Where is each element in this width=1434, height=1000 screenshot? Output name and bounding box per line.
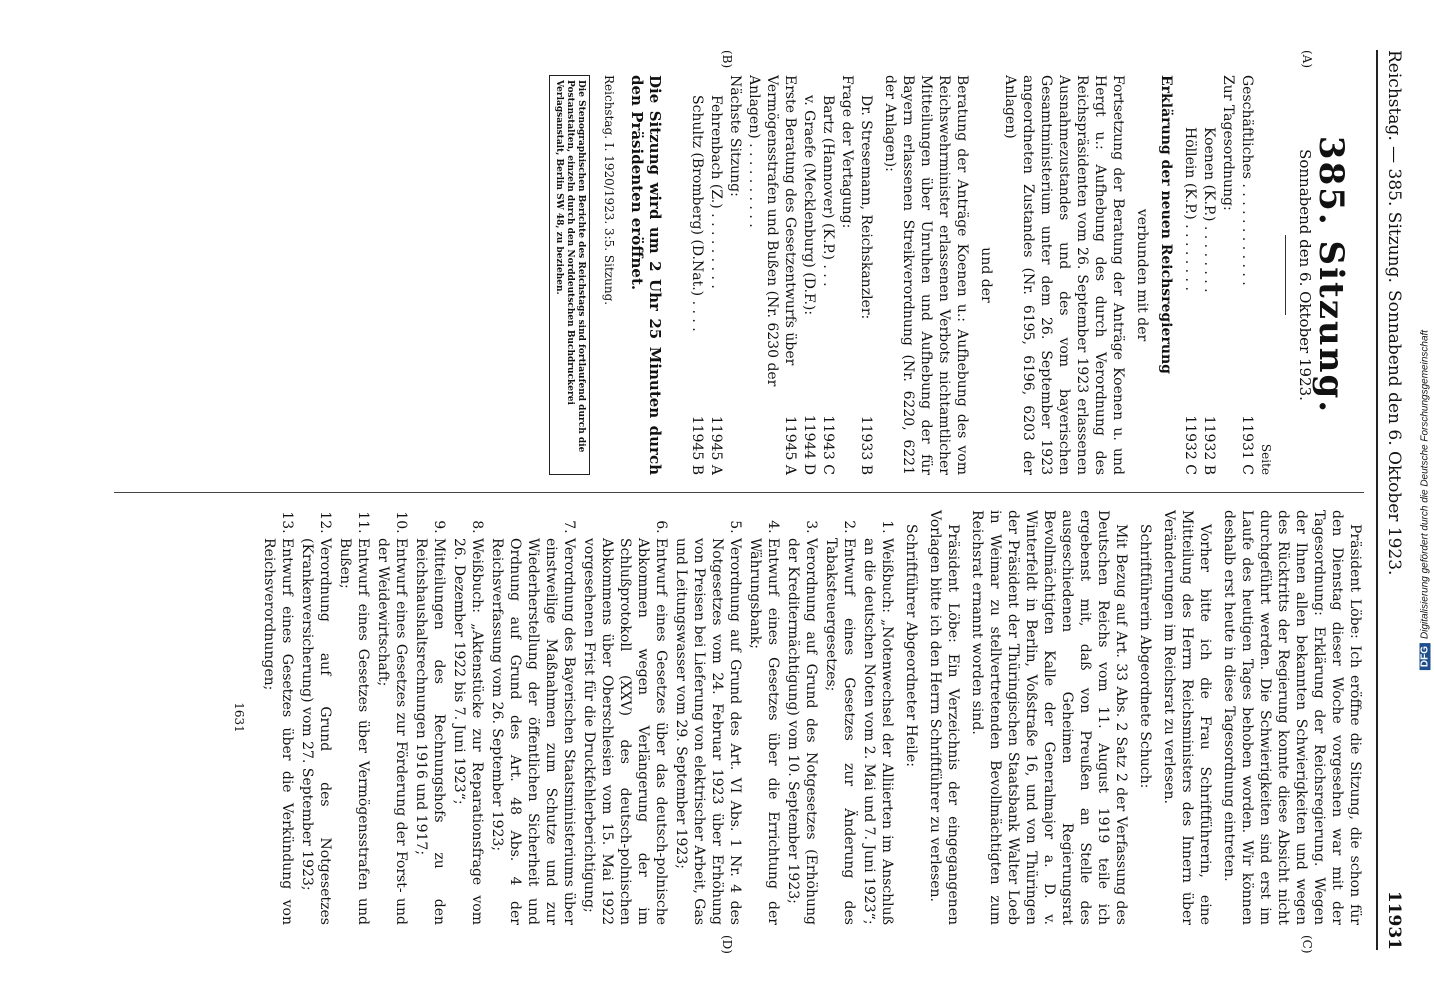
verbunden-text: verbunden mit der [1134, 208, 1150, 342]
toc-row: Nächste Sitzung: [727, 75, 743, 197]
header-date: Sonnabend den 6. Oktober 1923. [1384, 290, 1404, 576]
toc-row: Schultz (Bromberg) (D.Nat.) . . . . 11945 B [689, 95, 705, 475]
toc-row: Erste Beratung des Gesetzentwurfs über Vermögensstrafen und Bußen (Nr. 6230 der Anlagen) . . . . . . . . . . 11945 A [746, 75, 798, 475]
list-item: 11. Entwurf eines Gesetzes über Vermögensstrafen und Bußen; [336, 538, 372, 925]
speaker-line: Schriftführerin Abgeordnete Schuch: [1137, 524, 1153, 789]
title-rule [1285, 235, 1286, 315]
toc-row: Fehrenbach (Z.) . . . . . . . . . 11945 A [708, 95, 724, 475]
session-title: 385. Sitzung. [1311, 135, 1351, 415]
session-date: Sonnabend den 6. Oktober 1923. [1296, 149, 1314, 401]
beratung-text: Beratung der Anträge Koenen u.: Aufhebung des vom Reichswehrminister erlassenen Verbots nichtamtlicher Mitteilungen über Unruhen und Aufhebung der für Bayern erlassenen Streikverordnung (Nr. 6220, 6221 der Anlagen): [882, 75, 970, 475]
list-item: 6. Entwurf eines Gesetzes über das deutsch-polnische Abkommen wegen Verlängerung der im Schlußprotokoll (XXV) des deutsch-polnischen Abkommens über Oberschlesien vom 15. Mai 1922 vorgesehenen Frist für die Druckfehlerberichtigung; [580, 538, 670, 925]
erklaerung-heading: Erklärung der neuen Reichsregierung [1158, 75, 1174, 374]
toc-row: Zur Tagesordnung: [1220, 75, 1236, 211]
list-item: 9. Mitteilungen des Rechnungshofs zu den Reichshaushaltsrechnungen 1916 und 1917; [412, 538, 448, 925]
list-item: 2. Entwurf eines Gesetzes zur Änderung des Tabaksteuergesetzes; [822, 538, 858, 925]
dfg-logo: DFG [1420, 643, 1431, 670]
list-item: 10. Entwurf eines Gesetzes zur Förderung der Forst- und der Weidewirtschaft; [374, 538, 410, 925]
list-item: 3. Verordnung auf Grund des Notgesetzes (Erhöhung der Kreditermächtigung) vom 10. September 1923; [784, 538, 820, 925]
distribution-notice: Die Stenographischen Berichte des Reichstags sind fortlaufend durch die Postanstalten, einzeln durch den Norddeutschen Buchdruckerei Verlagsanstalt, Berlin SW 48, zu beziehen. [549, 75, 590, 475]
column-mark-a: (A) [1300, 50, 1314, 69]
toc-row: Frage der Vertagung: [839, 75, 855, 229]
toc-row: Dr. Stresemann, Reichskanzler: 11933 B [858, 95, 874, 475]
fortsetzung-text: Fortsetzung der Beratung der Anträge Koenen u. und Hergt u.: Aufhebung des durch Verordnung des Reichspräsidenten vom 26. September 1923 erlassenen Ausnahmezustandes und des vom bayerischen Gesamtministerium unter dem 26. September 1923 angeordneten Zustandes (Nr. 6195, 6196, 6203 der Anlagen) [1002, 75, 1126, 475]
right-column [230, 510, 1364, 925]
toc-row: Bartz (Hannover) (K.P.) . . . 11943 C [820, 95, 836, 475]
list-item: 12. Verordnung auf Grund des Notgesetzes (Krankenversicherung) vom 27. September 1923; [298, 538, 334, 925]
toc-row: v. Graefe (Mecklenburg) (D.F.): 11944 D [801, 95, 817, 475]
header-left: Reichstag. — 385. Sitzung. [1384, 50, 1404, 283]
column-mark-b: (B) [720, 50, 734, 69]
digitization-text: Digitalisierung gefördert durch die Deutsche Forschungsgemeinschaft [1419, 329, 1431, 639]
paragraph: Präsident Löbe: Ich eröffne die Sitzung, die schon für den Dienstag dieser Woche vorgesehen war mit der Tagesordnung: Erklärung der Reichsregierung. Wegen der Ihnen allen bekannten Schwierigkeiten und wegen des Rücktritts der Regierung konnte diese Absicht nicht durchgeführt werden. Die Schwierigkeiten sind erst im Laufe des heutigen Tages behoben worden. Wir können deshalb erst heute in diese Tagesordnung eintreten. [1221, 510, 1363, 925]
paragraph: Vorher bitte ich die Frau Schriftführerin, eine Mitteilung des Herrn Reichsministers des Innern über Veränderungen im Reichsrat zu verlesen. [1161, 510, 1213, 925]
page-bottom-number: 1631 [232, 702, 246, 733]
footer-line: Reichstag. I. 1920/1923. 3:5. Sitzung. [602, 75, 616, 306]
und-der-text: und der [978, 247, 994, 303]
opening-statement: Die Sitzung wird um 2 Uhr 25 Minuten durch den Präsidenten eröffnet. [628, 75, 664, 475]
column-divider [114, 492, 1364, 493]
list-item: 1. Weißbuch: „Notenwechsel der Alliierten im Anschluß an die deutschen Noten vom 2. Mai und 7. Juni 1923“; [860, 538, 896, 925]
digitization-note [1418, 10, 1432, 990]
list-item: 5. Verordnung auf Grund des Art. VI Abs. 1 Nr. 4 des Notgesetzes vom 24. Februar 1923 über Erhöhung von Preisen bei Lieferung von elektrischer Arbeit, Gas und Leitungswasser vom 29. September 1923; [672, 538, 744, 925]
toc-row: Koenen (K.P.) . . . . . . . . 11932 B [1201, 127, 1217, 475]
seite-label: Seite [1259, 443, 1273, 475]
list-item: 7. Verordnung des Bayerischen Staatsministeriums über einstweilige Maßnahmen zum Schutze und zur Wiederherstellung der öffentlichen Sicherheit und Ordnung auf Grund des Art. 48 Abs. 4 der Reichsverfassung vom 26. September 1923; [488, 538, 578, 925]
paragraph: Mit Bezug auf Art. 33 Abs. 2 Satz 2 der Verfassung des Deutschen Reichs vom 11. August 1919 teile ich ergebenst mit, daß von Preußen an Stelle des ausgeschiedenen Geheimen Regierungsrat Bevollmächtigten Kalle der Generalmajor a. D. v. Winterfeldt in Berlin, Voßstraße 16, und von Thüringen der Präsident der Thüringischen Staatsbank Walter Loeb in Weimar zu stellvertretenden Bevollmächtigten zum Reichsrat ernannt worden sind. [969, 510, 1129, 925]
left-column [549, 75, 1364, 475]
header-page-number: 11931 [1384, 890, 1404, 950]
column-mark-d: (D) [720, 935, 734, 954]
list-item: 8. Weißbuch: „Aktenstücke zur Reparationsfrage vom 26. Dezember 1922 bis 7. Juni 1923“; [450, 538, 486, 925]
paragraph: Präsident Löbe: Ein Verzeichnis der eingegangenen Vorlagen bitte ich den Herrn Schriftführer zu verlesen. [927, 510, 961, 925]
list-item: 13. Entwurf eines Gesetzes über die Verkündung von Reichsverordnungen; [260, 538, 296, 925]
speaker-line: Schriftführer Abgeordneter Heile: [903, 524, 919, 767]
vorlagen-list [260, 510, 896, 925]
column-mark-c: (C) [1300, 935, 1314, 954]
toc-row: Geschäftliches . . . . . . . . . . . . 11931 C [1239, 75, 1255, 475]
list-item: 4. Entwurf eines Gesetzes über die Errichtung der Währungsbank; [746, 538, 782, 925]
toc-row: Höllein (K.P.) . . . . . . . . 11932 C [1182, 127, 1198, 475]
page-header [1376, 50, 1404, 950]
